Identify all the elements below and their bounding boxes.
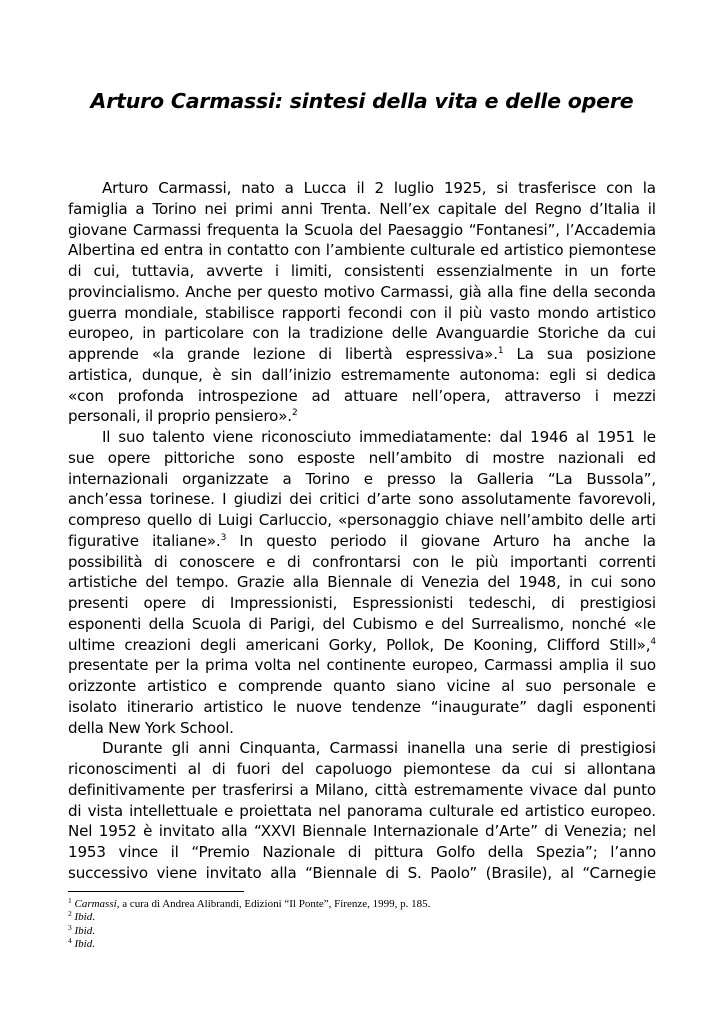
text-line: isolato itinerario artistico le nuove tendenze “inaugurate” dagli esponenti <box>68 697 656 716</box>
footnote-separator <box>68 891 244 892</box>
text-line: compreso quello di Luigi Carluccio, «personaggio chiave nell’ambito delle arti <box>68 511 656 529</box>
footnote: $^2$ Ibid. <box>68 909 95 924</box>
text-line: 1953 vince il “Premio Nazionale di pittura Golfo della Spezia”; l’anno <box>68 843 656 861</box>
text-line: sue opere pittoriche sono esposte nell’ambito di mostre nazionali ed <box>68 448 656 467</box>
text-line: giovane Carmassi frequenta la Scuola del Paesaggio “Fontanesi”, l’Accademia <box>68 220 656 239</box>
footnotes <box>68 898 668 952</box>
footnote-ref: 3 <box>220 532 227 543</box>
text-line: artistica, dunque, è sin dall’inizio estremamente autonoma: egli si dedica <box>68 365 656 384</box>
text-line: personali, il proprio pensiero».$^2$ <box>68 407 298 426</box>
footnote-ref: 2 <box>291 408 298 419</box>
text-line: possibilità di conoscere e di confrontarsi con le più importanti correnti <box>68 552 656 571</box>
text-line: Albertina ed entra in contatto con l’ambiente culturale ed artistico piemontese <box>68 241 656 260</box>
text-line: presentate per la prima volta nel continente europeo, Carmassi amplia il suo <box>68 656 656 675</box>
text-line: europeo, in particolare con la tradizione delle Avanguardie Storiche da cui <box>68 324 656 343</box>
footnote-ref: 1 <box>497 346 504 356</box>
page-title: Arturo Carmassi: sintesi della vita e delle opere <box>90 89 634 113</box>
text-line: della New York School. <box>68 718 234 737</box>
text-line: Il suo talento viene riconosciuto immediatamente: dal 1946 al 1951 le <box>102 428 656 446</box>
text-line: riconoscimenti al di fuori del capoluogo piemontese da cui si allontana <box>68 760 656 778</box>
text-line: di cui, tuttavia, avverte i limiti, consistenti essenzialmente in un forte <box>68 262 656 280</box>
text-line: provincialismo. Anche per questo motivo Carmassi, già alla fine della seconda <box>68 282 656 301</box>
text-line: figurative italiane».$^3$ In questo periodo il giovane Arturo ha anche la <box>68 531 656 550</box>
text-line: Durante gli anni Cinquanta, Carmassi inanella una serie di prestigiosi <box>102 739 656 758</box>
text-line: internazionali organizzate a Torino e presso la Galleria “La Bussola”, <box>68 469 656 488</box>
paragraph <box>68 738 656 883</box>
footnote: $^3$ Ibid. <box>68 922 95 937</box>
text-line: artistiche del tempo. Grazie alla Biennale di Venezia del 1948, in cui sono <box>68 573 656 592</box>
body-text <box>68 178 656 884</box>
footnote: $^4$ Ibid. <box>68 936 95 951</box>
footnote-ref: 4 <box>650 636 656 647</box>
text-line: successivo viene invitato alla “Biennale di S. Paolo” (Brasile), al “Carnegie <box>68 863 656 882</box>
text-line: Arturo Carmassi, nato a Lucca il 2 luglio 1925, si trasferisce con la <box>102 179 656 197</box>
text-line: ultime creazioni degli americani Gorky, Pollok, De Kooning, Clifford Still»,$^4$ <box>68 635 656 654</box>
text-line: «con profonda introspezione ad attuare nell’opera, attraverso i mezzi <box>68 386 656 405</box>
paragraph <box>68 427 656 738</box>
text-line: apprende «la grande lezione di libertà espressiva».$^1$ La sua posizione <box>68 345 656 363</box>
text-line: famiglia a Torino nei primi anni Trenta. Nell’ex capitale del Regno d’Italia il <box>68 199 656 218</box>
paragraph <box>68 178 656 427</box>
text-line: anch’essa torinese. I giudizi dei critici d’arte sono assolutamente favorevoli, <box>68 490 656 509</box>
text-line: guerra mondiale, stabilisce rapporti fecondi con il più vasto mondo artistico <box>68 303 656 322</box>
footnote: $^1$ Carmassi, a cura di Andrea Alibrandi, Edizioni “Il Ponte”, Firenze, 1999, p. 185. <box>68 896 431 910</box>
text-line: di vista intellettuale e proiettata nel panorama culturale ed artistico europeo. <box>68 801 656 820</box>
text-line: Nel 1952 è invitato alla “XXVI Biennale Internazionale d’Arte” di Venezia; nel <box>68 822 656 841</box>
text-line: esponenti della Scuola di Parigi, del Cubismo e del Surrealismo, nonché «le <box>68 614 656 633</box>
text-line: definitivamente per trasferirsi a Milano, città estremamente vivace dal punto <box>68 780 656 799</box>
text-line: presenti opere di Impressionisti, Espressionisti tedeschi, di prestigiosi <box>68 594 656 612</box>
text-line: orizzonte artistico e comprende quanto siano vicine al suo personale e <box>68 677 656 695</box>
